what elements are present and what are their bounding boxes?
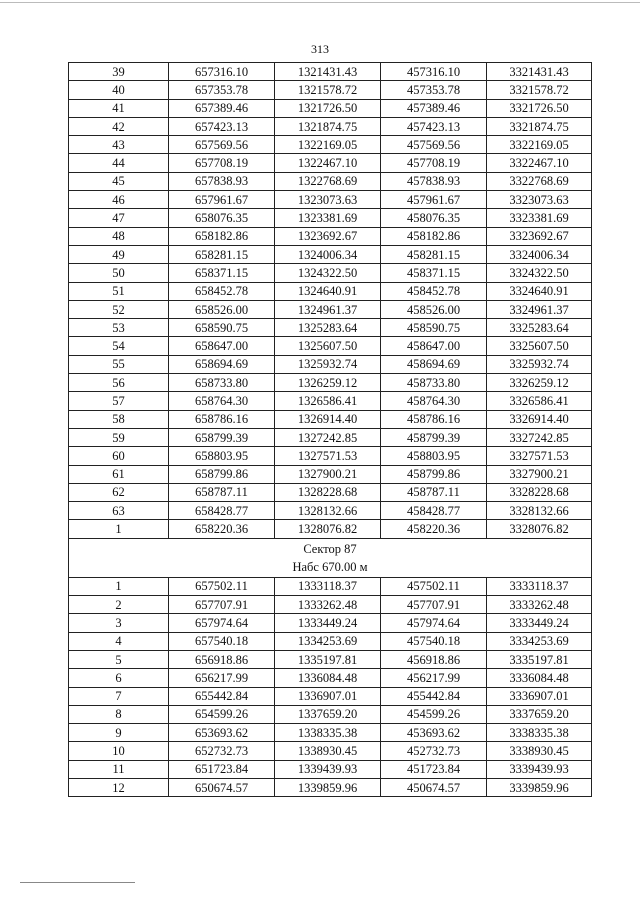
table-cell: 11	[69, 760, 169, 778]
table-cell: 47	[69, 209, 169, 227]
table-cell: 656217.99	[169, 669, 275, 687]
table-cell: 1338930.45	[275, 742, 381, 760]
table-cell: 42	[69, 117, 169, 135]
table-cell: 457423.13	[381, 117, 487, 135]
table-cell: 1337659.20	[275, 705, 381, 723]
table-cell: 457708.19	[381, 154, 487, 172]
table-row	[69, 502, 592, 520]
table-row	[69, 154, 592, 172]
table-cell: 458799.86	[381, 465, 487, 483]
footnote-divider	[20, 882, 135, 883]
table-cell: 457569.56	[381, 136, 487, 154]
table-cell: 3336084.48	[487, 669, 592, 687]
table-cell: 3321726.50	[487, 99, 592, 117]
table-cell: 458452.78	[381, 282, 487, 300]
table-cell: 454599.26	[381, 705, 487, 723]
table-cell: 458076.35	[381, 209, 487, 227]
table-cell: 12	[69, 778, 169, 796]
table-cell: 3325607.50	[487, 337, 592, 355]
table-cell: 3328228.68	[487, 483, 592, 501]
table-cell: 1336907.01	[275, 687, 381, 705]
table-cell: 658647.00	[169, 337, 275, 355]
table-row	[69, 99, 592, 117]
table-row	[69, 483, 592, 501]
table-cell: 658526.00	[169, 300, 275, 318]
table-cell: 53	[69, 319, 169, 337]
table-cell: 3326914.40	[487, 410, 592, 428]
table-row	[69, 191, 592, 209]
table-cell: 457974.64	[381, 614, 487, 632]
table-cell: 457961.67	[381, 191, 487, 209]
table-cell: 1328132.66	[275, 502, 381, 520]
table-cell: 60	[69, 447, 169, 465]
table-cell: 61	[69, 465, 169, 483]
table-cell: 458590.75	[381, 319, 487, 337]
table-cell: 1335197.81	[275, 650, 381, 668]
table-cell: 3	[69, 614, 169, 632]
table-row	[69, 337, 592, 355]
table-cell: 3324322.50	[487, 264, 592, 282]
table-cell: 57	[69, 392, 169, 410]
table-cell: 657961.67	[169, 191, 275, 209]
table-cell: 3325932.74	[487, 355, 592, 373]
table-cell: 1324006.34	[275, 245, 381, 263]
table-cell: 456918.86	[381, 650, 487, 668]
table-cell: 58	[69, 410, 169, 428]
table-cell: 1339859.96	[275, 778, 381, 796]
table-cell: 3327900.21	[487, 465, 592, 483]
coordinates-table	[68, 62, 592, 797]
table-cell: 458647.00	[381, 337, 487, 355]
table-cell: 458799.39	[381, 428, 487, 446]
table-cell: 458787.11	[381, 483, 487, 501]
table-cell: 658733.80	[169, 374, 275, 392]
table-cell: 4	[69, 632, 169, 650]
table-cell: 5	[69, 650, 169, 668]
table-row	[69, 282, 592, 300]
table-cell: 657502.11	[169, 577, 275, 595]
table-cell: 657838.93	[169, 172, 275, 190]
table-row	[69, 300, 592, 318]
table-cell: 1324640.91	[275, 282, 381, 300]
table-cell: 1323381.69	[275, 209, 381, 227]
table-cell: 3321578.72	[487, 81, 592, 99]
table-cell: 1	[69, 520, 169, 538]
table-row	[69, 687, 592, 705]
table-cell: 650674.57	[169, 778, 275, 796]
table-cell: 51	[69, 282, 169, 300]
table-cell: 458786.16	[381, 410, 487, 428]
table-cell: 6	[69, 669, 169, 687]
table-cell: 3324961.37	[487, 300, 592, 318]
table-cell: 3338930.45	[487, 742, 592, 760]
table-cell: 3339859.96	[487, 778, 592, 796]
table-cell: 657974.64	[169, 614, 275, 632]
table-row	[69, 447, 592, 465]
table-body-upper	[69, 63, 592, 539]
table-cell: 657423.13	[169, 117, 275, 135]
table-cell: 44	[69, 154, 169, 172]
table-row	[69, 136, 592, 154]
table-cell: 3333118.37	[487, 577, 592, 595]
table-cell: 39	[69, 63, 169, 81]
table-row	[69, 245, 592, 263]
section-title: Сектор 87	[303, 541, 357, 556]
table-cell: 3328076.82	[487, 520, 592, 538]
table-cell: 3336907.01	[487, 687, 592, 705]
table-cell: 458428.77	[381, 502, 487, 520]
table-cell: 458803.95	[381, 447, 487, 465]
table-cell: 7	[69, 687, 169, 705]
table-cell: 3339439.93	[487, 760, 592, 778]
table-cell: 55	[69, 355, 169, 373]
table-cell: 3321431.43	[487, 63, 592, 81]
section-header-row	[69, 538, 592, 577]
table-cell: 45	[69, 172, 169, 190]
table-cell: 8	[69, 705, 169, 723]
table-cell: 458694.69	[381, 355, 487, 373]
table-cell: 458182.86	[381, 227, 487, 245]
table-cell: 1334253.69	[275, 632, 381, 650]
table-cell: 63	[69, 502, 169, 520]
table-cell: 52	[69, 300, 169, 318]
table-cell: 658281.15	[169, 245, 275, 263]
table-cell: 1325932.74	[275, 355, 381, 373]
table-cell: 3333449.24	[487, 614, 592, 632]
table-row	[69, 410, 592, 428]
table-row	[69, 63, 592, 81]
table-cell: 10	[69, 742, 169, 760]
table-cell: 456217.99	[381, 669, 487, 687]
table-cell: 657316.10	[169, 63, 275, 81]
table-cell: 652732.73	[169, 742, 275, 760]
table-cell: 49	[69, 245, 169, 263]
table-row	[69, 392, 592, 410]
table-cell: 656918.86	[169, 650, 275, 668]
table-row	[69, 724, 592, 742]
table-cell: 3322467.10	[487, 154, 592, 172]
table-cell: 3322768.69	[487, 172, 592, 190]
table-row	[69, 705, 592, 723]
table-cell: 1323692.67	[275, 227, 381, 245]
table-cell: 458371.15	[381, 264, 487, 282]
table-row	[69, 577, 592, 595]
table-cell: 48	[69, 227, 169, 245]
table-cell: 450674.57	[381, 778, 487, 796]
table-row	[69, 117, 592, 135]
table-cell: 657353.78	[169, 81, 275, 99]
table-row	[69, 742, 592, 760]
table-cell: 3323073.63	[487, 191, 592, 209]
table-cell: 458220.36	[381, 520, 487, 538]
table-cell: 54	[69, 337, 169, 355]
table-row	[69, 227, 592, 245]
table-cell: 458733.80	[381, 374, 487, 392]
table-cell: 3322169.05	[487, 136, 592, 154]
table-cell: 658786.16	[169, 410, 275, 428]
table-cell: 1333449.24	[275, 614, 381, 632]
section-header-body	[69, 538, 592, 577]
table-cell: 658787.11	[169, 483, 275, 501]
table-cell: 655442.84	[169, 687, 275, 705]
table-cell: 1327900.21	[275, 465, 381, 483]
table-row	[69, 632, 592, 650]
table-cell: 1333262.48	[275, 596, 381, 614]
table-cell: 455442.84	[381, 687, 487, 705]
table-cell: 651723.84	[169, 760, 275, 778]
table-body-lower	[69, 577, 592, 797]
table-cell: 3326259.12	[487, 374, 592, 392]
section-subtitle: Набс 670.00 м	[292, 559, 368, 574]
table-cell: 2	[69, 596, 169, 614]
table-cell: 453693.62	[381, 724, 487, 742]
table-cell: 457707.91	[381, 596, 487, 614]
table-row	[69, 172, 592, 190]
table-cell: 658371.15	[169, 264, 275, 282]
table-cell: 458764.30	[381, 392, 487, 410]
table-cell: 1322467.10	[275, 154, 381, 172]
table-cell: 658220.36	[169, 520, 275, 538]
table-row	[69, 520, 592, 538]
table-cell: 1321578.72	[275, 81, 381, 99]
table-cell: 458526.00	[381, 300, 487, 318]
table-cell: 658764.30	[169, 392, 275, 410]
table-cell: 1328076.82	[275, 520, 381, 538]
table-cell: 1325607.50	[275, 337, 381, 355]
table-cell: 1327571.53	[275, 447, 381, 465]
table-cell: 3337659.20	[487, 705, 592, 723]
table-cell: 3323381.69	[487, 209, 592, 227]
table-cell: 658799.86	[169, 465, 275, 483]
table-cell: 1325283.64	[275, 319, 381, 337]
table-cell: 457316.10	[381, 63, 487, 81]
table-row	[69, 669, 592, 687]
table-cell: 657708.19	[169, 154, 275, 172]
table-row	[69, 209, 592, 227]
table-cell: 458281.15	[381, 245, 487, 263]
table-cell: 50	[69, 264, 169, 282]
section-header-cell	[69, 538, 592, 577]
table-cell: 452732.73	[381, 742, 487, 760]
table-cell: 457389.46	[381, 99, 487, 117]
table-cell: 1322768.69	[275, 172, 381, 190]
table-row	[69, 81, 592, 99]
table-cell: 1327242.85	[275, 428, 381, 446]
table-cell: 40	[69, 81, 169, 99]
table-cell: 3334253.69	[487, 632, 592, 650]
table-cell: 3321874.75	[487, 117, 592, 135]
table-cell: 457838.93	[381, 172, 487, 190]
table-cell: 59	[69, 428, 169, 446]
table-cell: 3323692.67	[487, 227, 592, 245]
table-cell: 3333262.48	[487, 596, 592, 614]
table-cell: 41	[69, 99, 169, 117]
table-cell: 657569.56	[169, 136, 275, 154]
table-cell: 1321874.75	[275, 117, 381, 135]
table-row	[69, 374, 592, 392]
table-cell: 657540.18	[169, 632, 275, 650]
table-cell: 3338335.38	[487, 724, 592, 742]
table-cell: 654599.26	[169, 705, 275, 723]
table-cell: 658803.95	[169, 447, 275, 465]
table-row	[69, 465, 592, 483]
table-row	[69, 319, 592, 337]
table-cell: 3325283.64	[487, 319, 592, 337]
table-cell: 3326586.41	[487, 392, 592, 410]
table-cell: 1338335.38	[275, 724, 381, 742]
table-cell: 1324322.50	[275, 264, 381, 282]
table-cell: 657389.46	[169, 99, 275, 117]
table-row	[69, 778, 592, 796]
table-cell: 658590.75	[169, 319, 275, 337]
table-row	[69, 355, 592, 373]
table-cell: 3324006.34	[487, 245, 592, 263]
table-row	[69, 596, 592, 614]
table-row	[69, 650, 592, 668]
page-top-edge	[0, 2, 640, 3]
table-cell: 1336084.48	[275, 669, 381, 687]
table-cell: 43	[69, 136, 169, 154]
table-cell: 658694.69	[169, 355, 275, 373]
page-number: 313	[311, 42, 329, 56]
table-row	[69, 760, 592, 778]
table-cell: 3335197.81	[487, 650, 592, 668]
table-cell: 1326586.41	[275, 392, 381, 410]
table-cell: 56	[69, 374, 169, 392]
table-cell: 1	[69, 577, 169, 595]
table-cell: 1328228.68	[275, 483, 381, 501]
table-cell: 3328132.66	[487, 502, 592, 520]
table-cell: 1326914.40	[275, 410, 381, 428]
table-cell: 658076.35	[169, 209, 275, 227]
table-row	[69, 428, 592, 446]
table-cell: 1333118.37	[275, 577, 381, 595]
table-cell: 1339439.93	[275, 760, 381, 778]
table-cell: 3324640.91	[487, 282, 592, 300]
table-cell: 653693.62	[169, 724, 275, 742]
table-row	[69, 614, 592, 632]
table-cell: 457540.18	[381, 632, 487, 650]
table-cell: 658452.78	[169, 282, 275, 300]
table-cell: 457353.78	[381, 81, 487, 99]
table-cell: 1326259.12	[275, 374, 381, 392]
table-cell: 1322169.05	[275, 136, 381, 154]
table-cell: 46	[69, 191, 169, 209]
table-cell: 1321431.43	[275, 63, 381, 81]
table-row	[69, 264, 592, 282]
table-cell: 658182.86	[169, 227, 275, 245]
table-cell: 457502.11	[381, 577, 487, 595]
table-cell: 1323073.63	[275, 191, 381, 209]
table-cell: 1321726.50	[275, 99, 381, 117]
table-cell: 658799.39	[169, 428, 275, 446]
table-cell: 3327242.85	[487, 428, 592, 446]
table-cell: 62	[69, 483, 169, 501]
table-cell: 657707.91	[169, 596, 275, 614]
table-cell: 658428.77	[169, 502, 275, 520]
table-cell: 3327571.53	[487, 447, 592, 465]
table-cell: 451723.84	[381, 760, 487, 778]
table-cell: 9	[69, 724, 169, 742]
table-cell: 1324961.37	[275, 300, 381, 318]
